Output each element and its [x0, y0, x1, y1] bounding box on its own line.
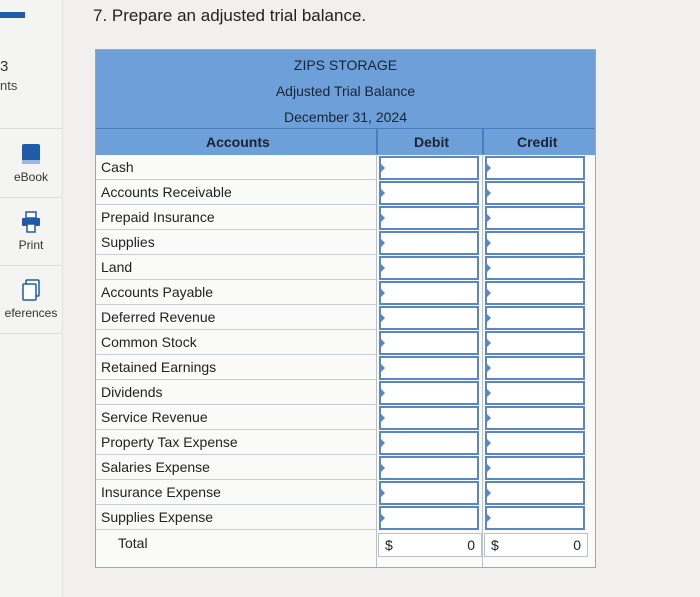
print-label: Print — [18, 238, 44, 252]
total-label: Total — [118, 535, 148, 551]
debit-input[interactable] — [379, 306, 479, 330]
book-icon — [20, 142, 42, 166]
total-credit-currency: $ — [491, 537, 499, 553]
trial-balance-table — [95, 49, 596, 568]
account-name: Accounts Payable — [101, 284, 214, 300]
account-name: Service Revenue — [101, 409, 208, 425]
statement-date: December 31, 2024 — [284, 109, 407, 125]
credit-input[interactable] — [485, 331, 585, 355]
column-divider — [482, 129, 484, 155]
account-name: Deferred Revenue — [101, 309, 216, 325]
credit-input[interactable] — [485, 306, 585, 330]
sidebar-divider — [0, 265, 62, 266]
input-marker-icon — [486, 288, 491, 298]
input-marker-icon — [486, 263, 491, 273]
account-name: Retained Earnings — [101, 359, 217, 375]
table-row — [96, 505, 376, 530]
question-number: 3 — [0, 58, 9, 75]
table-row — [96, 380, 376, 405]
input-marker-icon — [486, 438, 491, 448]
account-name: Dividends — [101, 384, 163, 400]
input-marker-icon — [380, 288, 385, 298]
input-marker-icon — [380, 313, 385, 323]
credit-input[interactable] — [485, 456, 585, 480]
account-name: Land — [101, 259, 133, 275]
table-row — [96, 355, 376, 380]
input-marker-icon — [380, 488, 385, 498]
input-marker-icon — [380, 463, 385, 473]
question-title: 7. Prepare an adjusted trial balance. — [93, 6, 367, 25]
total-debit-value: 0 — [467, 537, 475, 553]
debit-input[interactable] — [379, 181, 479, 205]
input-marker-icon — [380, 438, 385, 448]
debit-input[interactable] — [379, 256, 479, 280]
account-name: Cash — [101, 159, 134, 175]
debit-input[interactable] — [379, 231, 479, 255]
input-marker-icon — [486, 413, 491, 423]
ebook-button[interactable] — [0, 142, 62, 184]
table-row — [96, 430, 376, 455]
account-name: Accounts Receivable — [101, 184, 232, 200]
input-marker-icon — [380, 413, 385, 423]
input-marker-icon — [486, 163, 491, 173]
debit-input[interactable] — [379, 481, 479, 505]
credit-column-header: Credit — [517, 134, 558, 150]
input-marker-icon — [486, 188, 491, 198]
statement-title: Adjusted Trial Balance — [275, 83, 416, 99]
input-marker-icon — [380, 238, 385, 248]
total-debit — [378, 533, 482, 557]
account-name: Supplies Expense — [101, 509, 214, 525]
input-marker-icon — [486, 513, 491, 523]
table-row — [96, 255, 376, 280]
input-marker-icon — [486, 238, 491, 248]
account-name: Prepaid Insurance — [101, 209, 215, 225]
column-header-row — [96, 128, 595, 155]
debit-input[interactable] — [379, 506, 479, 530]
table-row — [96, 305, 376, 330]
input-marker-icon — [380, 338, 385, 348]
column-divider — [376, 129, 378, 155]
references-icon — [20, 278, 42, 302]
credit-input[interactable] — [485, 481, 585, 505]
credit-input[interactable] — [485, 156, 585, 180]
table-row — [96, 280, 376, 305]
input-marker-icon — [380, 363, 385, 373]
references-label: eferences — [4, 306, 58, 320]
credit-input[interactable] — [485, 231, 585, 255]
left-sidebar — [0, 0, 63, 597]
input-marker-icon — [486, 488, 491, 498]
debit-input[interactable] — [379, 381, 479, 405]
print-button[interactable] — [0, 210, 62, 252]
input-marker-icon — [486, 463, 491, 473]
credit-input[interactable] — [485, 256, 585, 280]
sidebar-divider — [0, 333, 62, 334]
credit-input[interactable] — [485, 356, 585, 380]
credit-input[interactable] — [485, 281, 585, 305]
grid-line — [482, 154, 483, 567]
input-marker-icon — [486, 388, 491, 398]
points-label: nts — [0, 78, 18, 93]
debit-input[interactable] — [379, 456, 479, 480]
account-name: Common Stock — [101, 334, 197, 350]
debit-input[interactable] — [379, 156, 479, 180]
total-debit-currency: $ — [385, 537, 393, 553]
debit-input[interactable] — [379, 406, 479, 430]
input-marker-icon — [486, 213, 491, 223]
table-row — [96, 180, 376, 205]
input-marker-icon — [380, 263, 385, 273]
account-name: Salaries Expense — [101, 459, 210, 475]
debit-input[interactable] — [379, 356, 479, 380]
input-marker-icon — [486, 363, 491, 373]
debit-column-header: Debit — [414, 134, 449, 150]
table-row — [96, 230, 376, 255]
grid-line — [376, 154, 377, 567]
debit-input[interactable] — [379, 431, 479, 455]
input-marker-icon — [380, 513, 385, 523]
printer-icon — [20, 210, 42, 234]
table-row — [96, 155, 376, 180]
input-marker-icon — [380, 163, 385, 173]
account-name: Supplies — [101, 234, 155, 250]
credit-input[interactable] — [485, 206, 585, 230]
debit-input[interactable] — [379, 206, 479, 230]
account-name: Property Tax Expense — [101, 434, 238, 450]
ebook-label: eBook — [13, 170, 49, 184]
credit-input[interactable] — [485, 431, 585, 455]
total-credit-value: 0 — [573, 537, 581, 553]
sidebar-divider — [0, 197, 62, 198]
references-button[interactable] — [0, 278, 62, 320]
input-marker-icon — [380, 388, 385, 398]
credit-input[interactable] — [485, 381, 585, 405]
table-row — [96, 405, 376, 430]
company-name: ZIPS STORAGE — [293, 57, 398, 73]
input-marker-icon — [486, 338, 491, 348]
credit-input[interactable] — [485, 406, 585, 430]
sidebar-divider — [0, 128, 62, 129]
sidebar-accent-bar — [0, 12, 25, 18]
total-credit — [484, 533, 588, 557]
table-row — [96, 480, 376, 505]
debit-input[interactable] — [379, 331, 479, 355]
account-name: Insurance Expense — [101, 484, 221, 500]
table-row — [96, 330, 376, 355]
debit-input[interactable] — [379, 281, 479, 305]
credit-input[interactable] — [485, 181, 585, 205]
input-marker-icon — [380, 213, 385, 223]
credit-input[interactable] — [485, 506, 585, 530]
accounts-column-header: Accounts — [206, 134, 270, 150]
table-row — [96, 205, 376, 230]
input-marker-icon — [486, 313, 491, 323]
table-row — [96, 455, 376, 480]
input-marker-icon — [380, 188, 385, 198]
